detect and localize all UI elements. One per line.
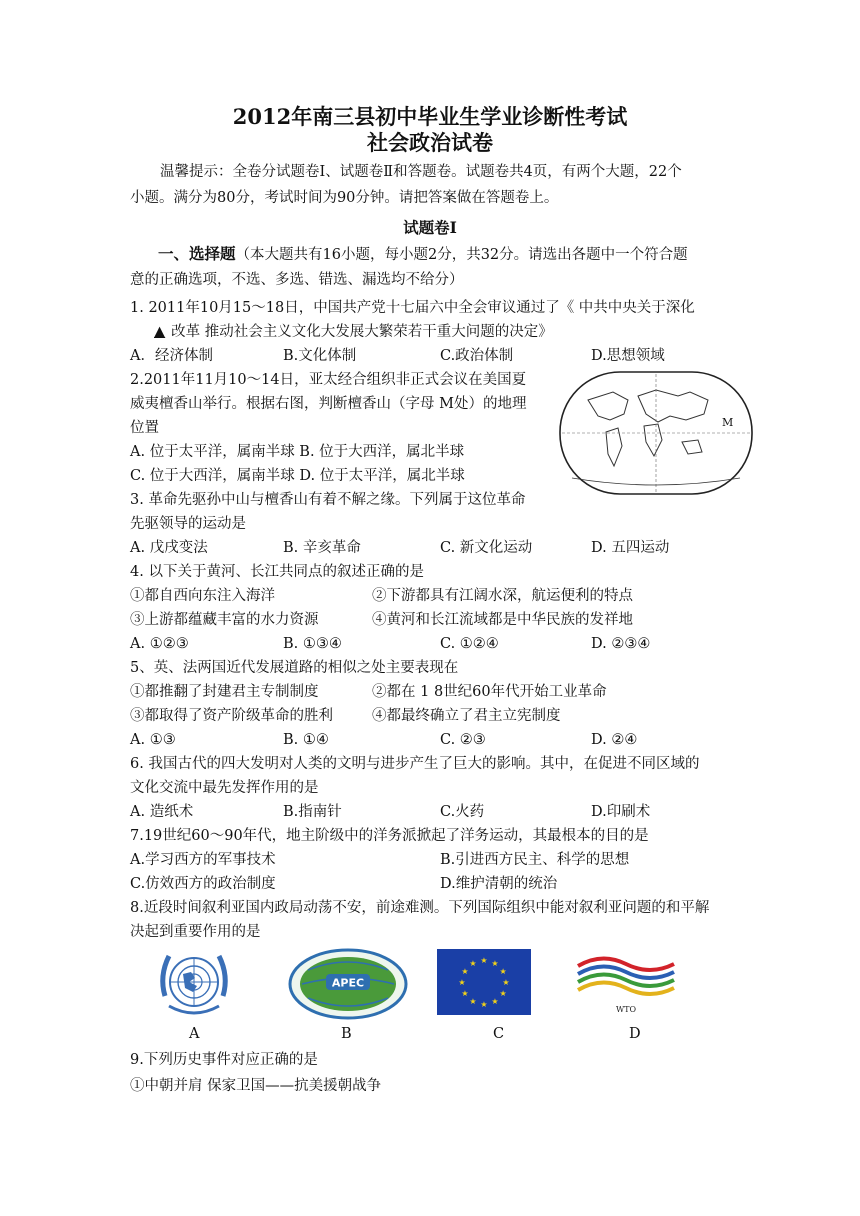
q7-option-d: D.维护清朝的统治 — [440, 876, 558, 892]
eu-star-icon: ★ — [480, 956, 488, 965]
q6-stem-1: 6. 我国古代的四大发明对人类的文明与进步产生了巨大的影响。其中，在促进不同区域的 — [130, 756, 700, 772]
q2-options-cd: C. 位于大西洋，属南半球 D. 位于太平洋，属北半球 — [130, 468, 465, 484]
q5-statement-2: ②都在 1 8世纪60年代开始工业革命 — [372, 684, 607, 700]
apec-logo-icon — [288, 948, 408, 1020]
q5-statement-3: ③都取得了资产阶级革命的胜利 — [130, 708, 333, 724]
eu-star-icon: ★ — [499, 967, 507, 976]
q9-statement-1: ①中朝并肩 保家卫国——抗美援朝战争 — [130, 1078, 382, 1094]
notice-line-1: 温馨提示：全卷分试题卷Ⅰ、试题卷Ⅱ和答题卷。试题卷共4页，有两个大题，22个 — [160, 164, 682, 180]
un-emblem-icon — [155, 946, 233, 1022]
q7-option-a: A.学习西方的军事技术 — [130, 852, 276, 868]
q4-statement-4: ④黄河和长江流域都是中华民族的发祥地 — [372, 612, 633, 628]
q4-statement-2: ②下游都具有江阔水深，航运便利的特点 — [372, 588, 633, 604]
q4-option-d: D. ②③④ — [591, 636, 651, 652]
eu-star-icon: ★ — [461, 989, 469, 998]
wto-logo-text: WTO — [615, 1005, 637, 1014]
eu-star-icon: ★ — [461, 967, 469, 976]
eu-star-icon: ★ — [458, 978, 466, 987]
eu-star-icon: ★ — [502, 978, 510, 987]
eu-flag-icon — [437, 949, 531, 1015]
q8-stem-2: 决起到重要作用的是 — [130, 924, 261, 940]
q9-stem: 9.下列历史事件对应正确的是 — [130, 1052, 318, 1068]
q1-stem-2-line — [148, 322, 553, 342]
q5-option-b: B. ①④ — [283, 732, 329, 748]
volume-heading: 试题卷Ⅰ — [403, 218, 457, 237]
apec-logo-text: APEC — [331, 976, 365, 990]
q8-label-a: A — [189, 1026, 200, 1042]
q8-label-b: B — [341, 1026, 352, 1042]
q1-stem-1: 1. 2011年10月15～18日，中国共产党十七届六中全会审议通过了《 中共中央关于深化 — [130, 300, 695, 316]
section-desc-2: 意的正确选项，不选、多选、错选、漏选均不给分） — [130, 272, 464, 288]
map-m-label: M — [722, 416, 734, 429]
q3-option-d: D. 五四运动 — [591, 540, 670, 556]
q4-statement-3: ③上游都蕴藏丰富的水力资源 — [130, 612, 319, 628]
q5-option-a: A. ①③ — [130, 732, 176, 748]
eu-star-icon: ★ — [469, 958, 477, 968]
eu-star-icon: ★ — [491, 997, 499, 1007]
q7-option-c: C.仿效西方的政治制度 — [130, 876, 276, 892]
q1-stem-2: 改革 推动社会主义文化大发展大繁荣若干重大问题的决定》 — [171, 324, 553, 340]
q1-option-a: A．经济体制 — [130, 348, 213, 364]
q5-stem: 5、英、法两国近代发展道路的相似之处主要表现在 — [130, 660, 459, 676]
q5-option-d: D. ②④ — [591, 732, 638, 748]
notice-line-2: 小题。满分为80分，考试时间为90分钟。请把答案做在答题卷上。 — [130, 190, 559, 206]
q2-stem-3: 位置 — [130, 420, 159, 436]
q3-option-a: A. 戊戌变法 — [130, 540, 208, 556]
q4-option-c: C. ①②④ — [440, 636, 499, 652]
q4-option-b: B. ①③④ — [283, 636, 342, 652]
q3-stem-1: 3. 革命先驱孙中山与檀香山有着不解之缘。下列属于这位革命 — [130, 492, 526, 508]
q3-option-b: B. 辛亥革命 — [283, 540, 361, 556]
q6-stem-2: 文化交流中最先发挥作用的是 — [130, 780, 319, 796]
q5-option-c: C. ②③ — [440, 732, 486, 748]
q6-option-d: D.印刷术 — [591, 804, 651, 820]
q6-option-c: C.火药 — [440, 804, 485, 820]
q1-option-d: D.思想领域 — [591, 348, 665, 364]
world-map-figure — [558, 370, 754, 496]
q5-statement-4: ④都最终确立了君主立宪制度 — [372, 708, 561, 724]
q6-option-a: A. 造纸术 — [130, 804, 194, 820]
q3-option-c: C. 新文化运动 — [440, 540, 533, 556]
q8-stem-1: 8.近段时间叙利亚国内政局动荡不安，前途难测。下列国际组织中能对叙利亚问题的和平解 — [130, 900, 710, 916]
q1-option-c: C.政治体制 — [440, 348, 514, 364]
q8-label-d: D — [629, 1026, 641, 1042]
q5-statement-1: ①都推翻了封建君主专制制度 — [130, 684, 319, 700]
q1-blank: ▲ — [154, 324, 166, 340]
eu-star-icon: ★ — [469, 997, 477, 1007]
q4-option-a: A. ①②③ — [130, 636, 189, 652]
wto-logo-icon — [572, 948, 680, 1018]
q2-options-ab: A. 位于太平洋，属南半球 B. 位于大西洋，属北半球 — [130, 444, 465, 460]
q7-option-b: B.引进西方民主、科学的思想 — [440, 852, 630, 868]
section-desc-1: （本大题共有16小题，每小题2分，共32分。请选出各题中一个符合题 — [235, 247, 688, 263]
q2-stem-1: 2.2011年11月10～14日，亚太经合组织非正式会议在美国夏 — [130, 372, 527, 388]
q2-stem-2: 威夷檀香山举行。根据右图，判断檀香山（字母 M处）的地理 — [130, 396, 527, 412]
section-heading: 一、选择题 — [158, 244, 236, 263]
q8-label-c: C — [493, 1026, 505, 1042]
eu-star-icon: ★ — [491, 958, 499, 968]
q7-stem: 7.19世纪60～90年代，地主阶级中的洋务派掀起了洋务运动，其最根本的目的是 — [130, 828, 649, 844]
exam-subtitle: 社会政治试卷 — [367, 130, 493, 155]
q3-stem-2: 先驱领导的运动是 — [130, 516, 246, 532]
exam-title: 2012年南三县初中毕业生学业诊断性考试 — [232, 104, 628, 129]
section-heading-line — [158, 244, 688, 265]
eu-star-icon: ★ — [499, 989, 507, 998]
q4-statement-1: ①都自西向东注入海洋 — [130, 588, 275, 604]
q1-option-b: B.文化体制 — [283, 348, 357, 364]
q4-stem: 4. 以下关于黄河、长江共同点的叙述正确的是 — [130, 564, 424, 580]
eu-star-icon: ★ — [480, 1000, 488, 1009]
q6-option-b: B.指南针 — [283, 804, 342, 820]
